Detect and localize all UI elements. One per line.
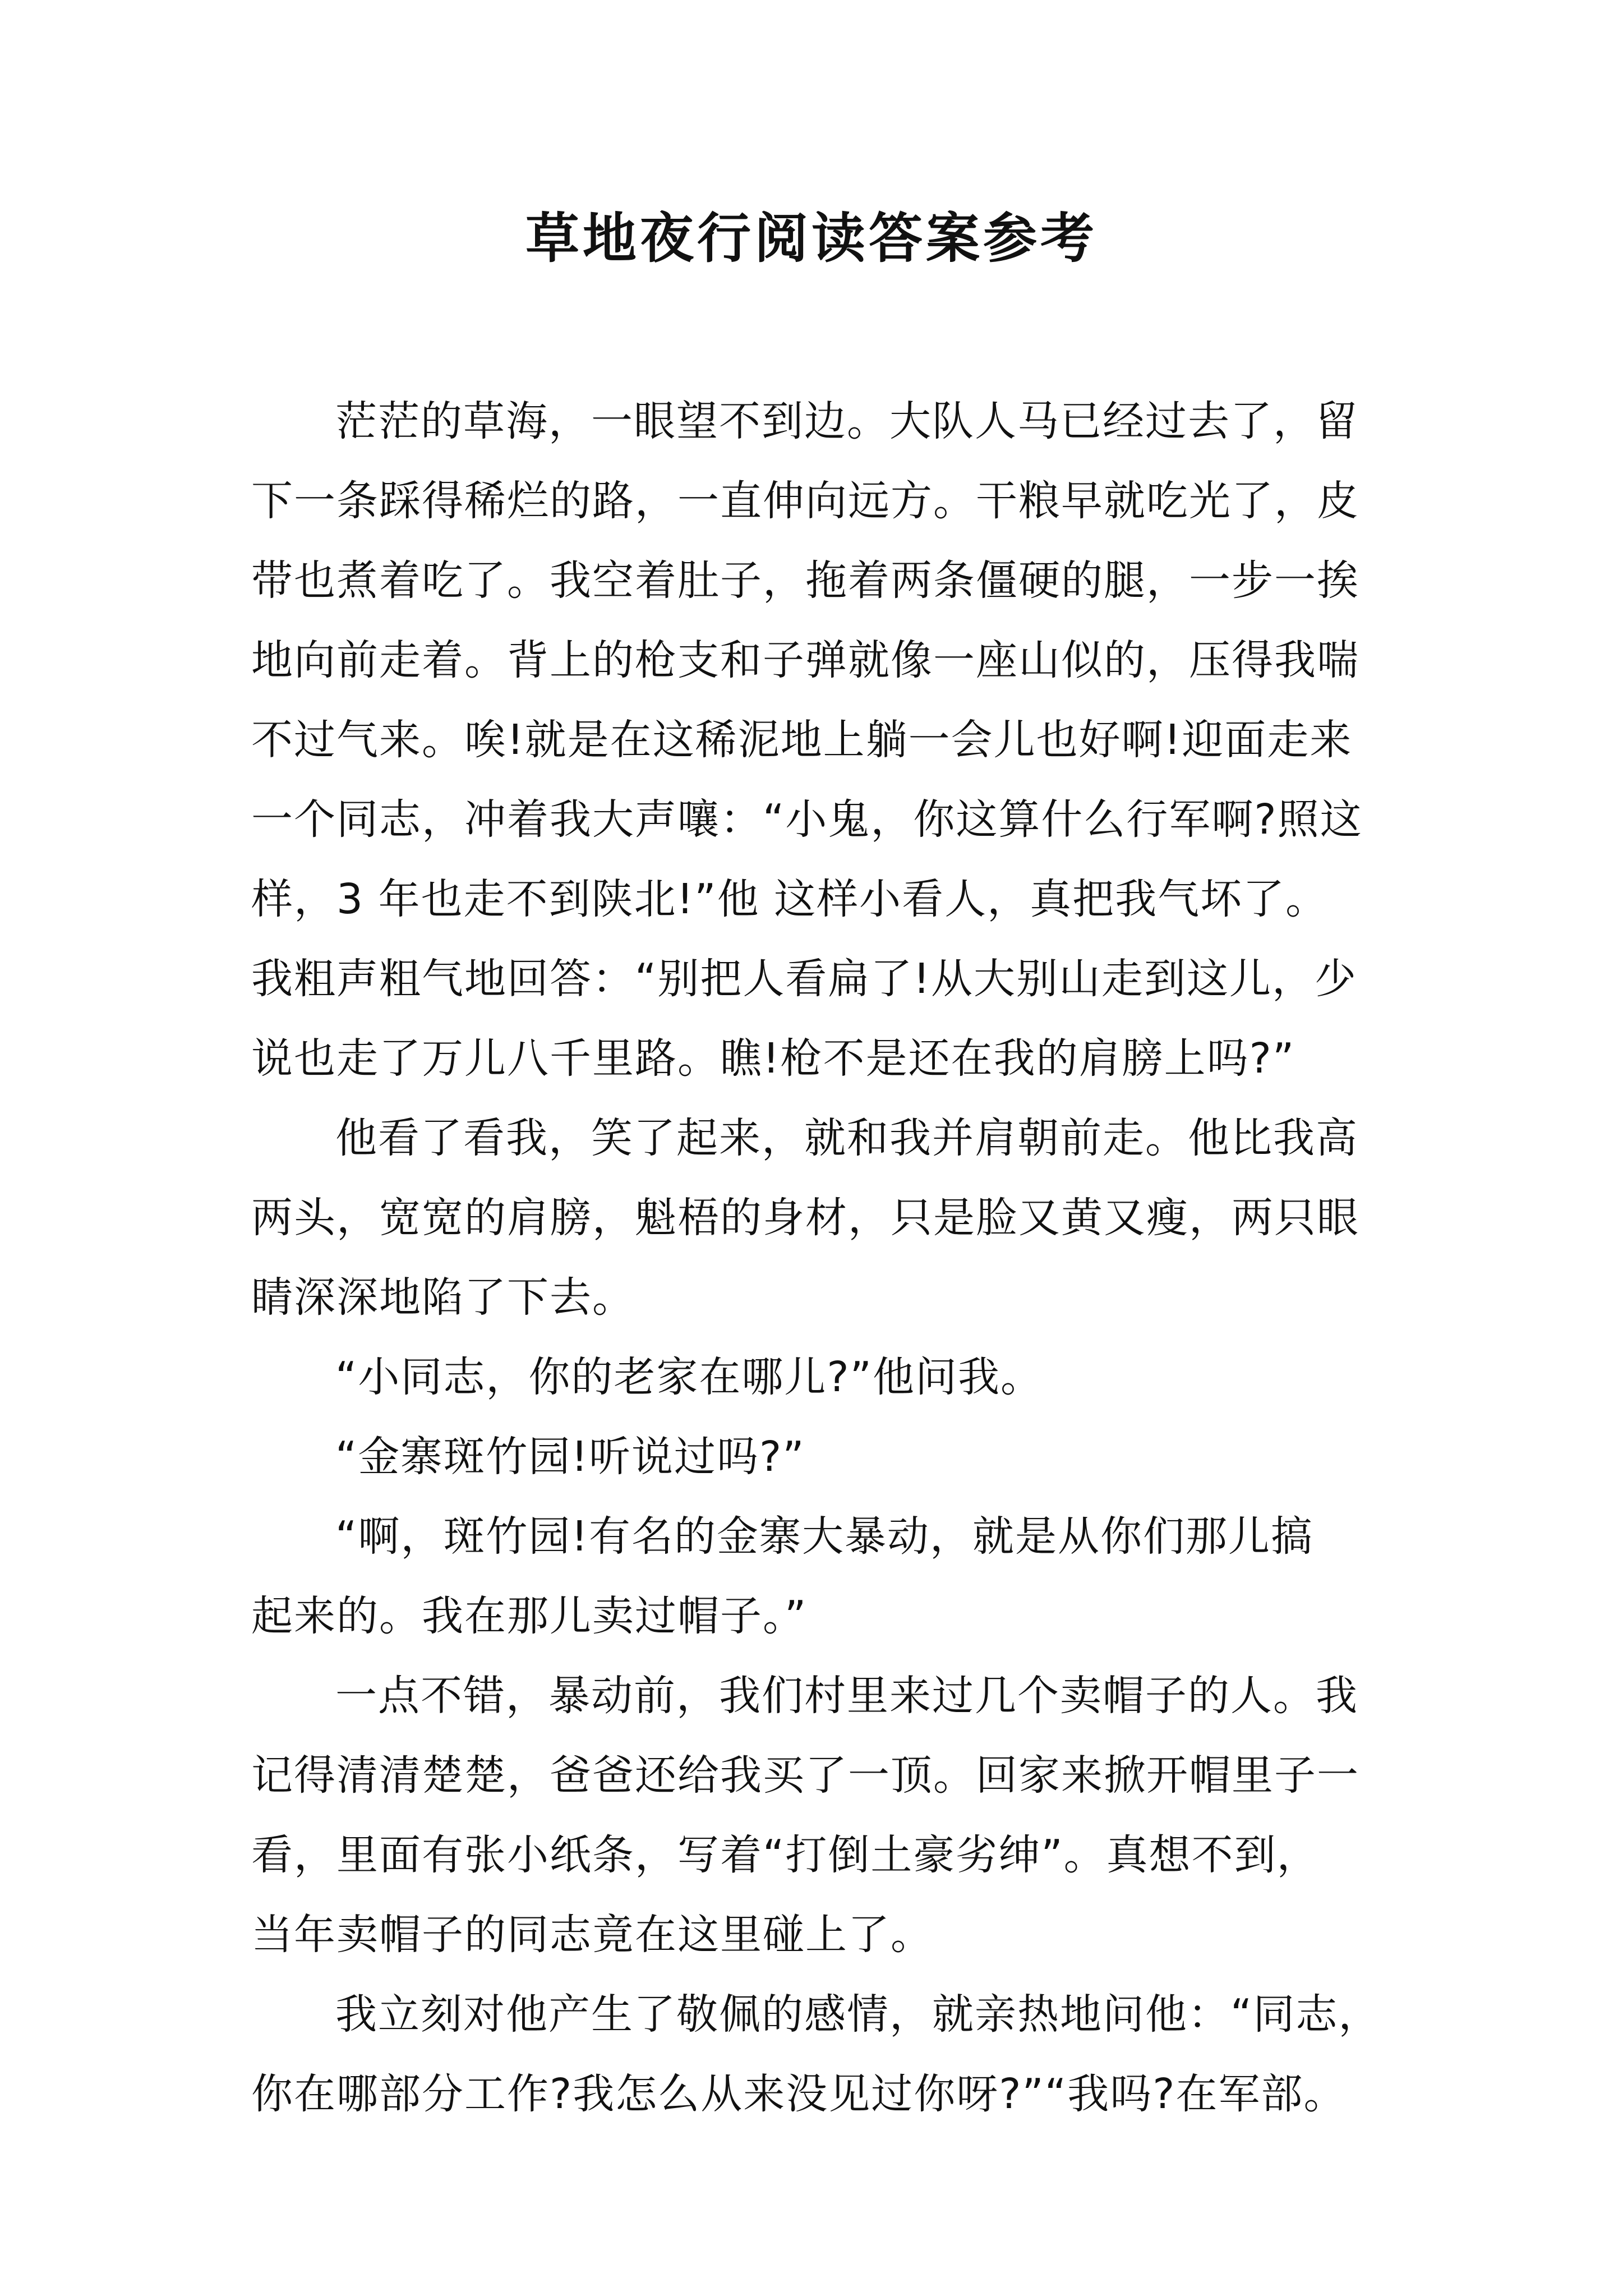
text-line-17: 一点不错，暴动前，我们村里来过几个卖帽子的人。我 (335, 1672, 1358, 1720)
text-line-8: 我粗声粗气地回答：“别把人看扁了!从大别山走到这儿，少 (251, 955, 1357, 1003)
text-line-6: 一个同志，冲着我大声嚷：“小鬼，你这算什么行军啊?照这 (251, 795, 1363, 844)
text-line-20: 当年卖帽子的同志竟在这里碰上了。 (251, 1911, 933, 1959)
text-line-18: 记得清清楚楚，爸爸还给我买了一顶。回家来掀开帽里子一 (251, 1751, 1359, 1800)
text-line-9: 说也走了万儿八千里路。瞧!枪不是还在我的肩膀上吗?” (251, 1034, 1295, 1083)
text-line-16: 起来的。我在那儿卖过帽子。” (251, 1592, 808, 1640)
text-line-14: “金寨斑竹园!听说过吗?” (335, 1433, 805, 1481)
text-line-15: “啊，斑竹园!有名的金寨大暴动，就是从你们那儿搞 (335, 1512, 1313, 1561)
text-line-10: 他看了看我，笑了起来，就和我并肩朝前走。他比我高 (335, 1114, 1358, 1162)
text-line-3: 带也煮着吃了。我空着肚子，拖着两条僵硬的腿，一步一挨 (251, 556, 1359, 605)
text-line-11: 两头，宽宽的肩膀，魁梧的身材，只是脸又黄又瘦，两只眼 (251, 1194, 1359, 1242)
text-line-7: 样，3 年也走不到陕北!”他 这样小看人，真把我气坏了。 (251, 875, 1329, 923)
document-title: 草地夜行阅读答案参考 (525, 206, 1098, 270)
text-line-2: 下一条踩得稀烂的路，一直伸向远方。干粮早就吃光了，皮 (251, 477, 1359, 525)
text-line-12: 睛深深地陷了下去。 (251, 1273, 635, 1322)
document-body (251, 381, 1435, 2134)
text-line-13: “小同志，你的老家在哪儿?”他问我。 (335, 1353, 1043, 1401)
text-line-5: 不过气来。唉!就是在这稀泥地上躺一会儿也好啊!迎面走来 (251, 716, 1353, 764)
text-line-21: 我立刻对他产生了敬佩的感情，就亲热地问他：“同志， (335, 1990, 1381, 2039)
text-line-19: 看，里面有张小纸条，写着“打倒土豪劣绅”。真想不到， (251, 1831, 1320, 1879)
text-line-22: 你在哪部分工作?我怎么从来没见过你呀?”“我吗?在军部。 (251, 2070, 1347, 2118)
text-line-1: 茫茫的草海，一眼望不到边。大队人马已经过去了，留 (335, 397, 1358, 445)
text-line-4: 地向前走着。背上的枪支和子弹就像一座山似的，压得我喘 (251, 636, 1359, 684)
